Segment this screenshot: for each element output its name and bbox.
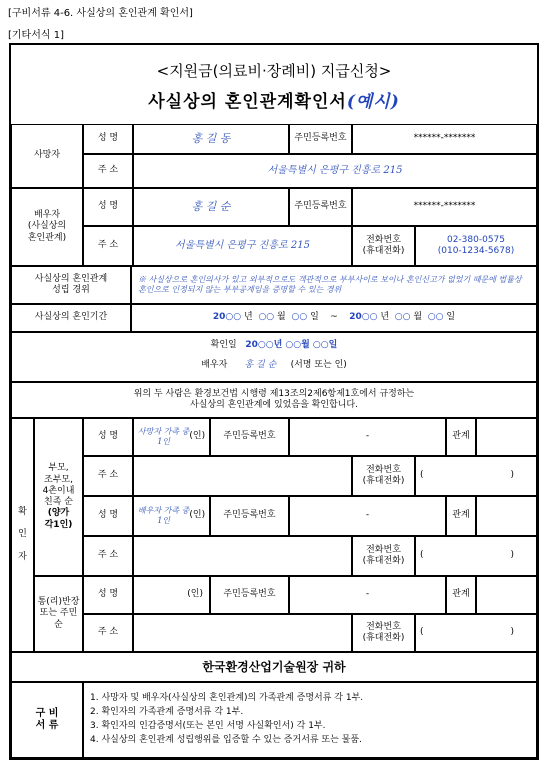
recipient: 한국환경산업기술원장 귀하: [11, 652, 537, 682]
v2-name-value[interactable]: 배우자 가족 중 1인 (인): [133, 496, 210, 536]
v2-address-label: 주 소: [83, 536, 133, 576]
v2-rrn-value[interactable]: -: [289, 496, 446, 536]
v3-phone-label: 전화번호 (휴대전화): [352, 614, 415, 652]
v3-relation-label: 관계: [446, 576, 476, 614]
relation-history-label: 사실상의 혼인관계 성립 경위: [11, 266, 131, 304]
v3-name-value[interactable]: (인): [133, 576, 210, 614]
period-end-day: ○○: [427, 312, 444, 323]
form-title: 사실상의 혼인관계확인서 (예시): [148, 92, 400, 113]
v1-name-label: 성 명: [83, 418, 133, 456]
spouse-label: 배우자 (사실상의 혼인관계): [11, 188, 83, 266]
v2-phone-value[interactable]: ( ): [415, 536, 537, 576]
period-start-day: ○○: [291, 312, 308, 323]
spouse-name-value[interactable]: 홍 길 순: [133, 188, 289, 226]
docs-list: [83, 682, 537, 758]
period-end-year: 20○○: [349, 312, 378, 323]
v2-relation-label: 관계: [446, 496, 476, 536]
docs-label: 구 비 서 류: [11, 682, 83, 758]
spouse-signature-name: 홍 길 순: [244, 360, 277, 371]
docs-item: 2. 확인자의 가족관계 증명서류 각 1부.: [90, 707, 244, 718]
spouse-address-label: 주 소: [83, 226, 133, 266]
verifier-group1-label: 부모, 조부모, 4촌이내 친족 순 (양가 각1인): [34, 418, 83, 576]
spouse-rrn-value[interactable]: ******-*******: [352, 188, 537, 226]
v1-phone-value[interactable]: ( ): [415, 456, 537, 496]
form-subtitle: <지원금(의료비·장례비) 지급신청>: [156, 61, 392, 80]
spouse-phone-value[interactable]: 02-380-0575 (010-1234-5678): [415, 226, 537, 266]
period-value[interactable]: 20○○ 년 ○○ 월 ○○ 일 ~ 20○○ 년 ○○ 월 ○○ 일: [131, 304, 537, 332]
relation-history-value[interactable]: ※ 사실상으로 혼인의사가 있고 외부적으로도 객관적으로 부부사이로 보이나 혼인신고가 없었기 때문에 법률상 혼인으로 인정되지 않는 부부공계임을 증명할 수 있는 경위: [131, 266, 537, 304]
v3-relation-value[interactable]: [476, 576, 537, 614]
deceased-name-label: 성 명: [83, 124, 133, 154]
docs-item: 3. 확인자의 인감증명서(또는 본인 서명 사실확인서) 각 1부.: [90, 721, 326, 731]
deceased-rrn-value[interactable]: ******-*******: [352, 124, 537, 154]
v1-name-value[interactable]: 사망자 가족 중 1인 (인): [133, 418, 210, 456]
deceased-address-label: 주 소: [83, 154, 133, 188]
v3-address-value[interactable]: [133, 614, 352, 652]
confirm-date: 20○○년 ○○월 ○○일: [245, 340, 338, 351]
docs-item: 4. 사실상의 혼인관계 성립행위를 입증할 수 있는 증거서류 또는 물품.: [90, 734, 362, 745]
v2-name-label: 성 명: [83, 496, 133, 536]
spouse-rrn-label: 주민등록번호: [289, 188, 352, 226]
v3-rrn-label: 주민등록번호: [210, 576, 289, 614]
form-reference: [구비서류 4-6. 사실상의 혼인관계 확인서]: [8, 8, 193, 19]
spouse-name-label: 성 명: [83, 188, 133, 226]
v1-relation-value[interactable]: [476, 418, 537, 456]
period-label: 사실상의 혼인기간: [11, 304, 131, 332]
deceased-address-value[interactable]: 서울특별시 은평구 진흥로 215: [133, 154, 537, 188]
v1-address-value[interactable]: [133, 456, 352, 496]
v1-rrn-label: 주민등록번호: [210, 418, 289, 456]
deceased-rrn-label: 주민등록번호: [289, 124, 352, 154]
v2-rrn-label: 주민등록번호: [210, 496, 289, 536]
confirmation-statement: 위의 두 사람은 환경보건법 시행령 제13조의2제6항제1호에서 규정하는 사실상의 혼인관계에 있었음을 확인합니다.: [11, 382, 537, 418]
period-start-year: 20○○: [212, 312, 242, 323]
period-start-month: ○○: [258, 312, 275, 323]
deceased-name-value[interactable]: 홍 길 동: [133, 124, 289, 154]
spouse-phone-label: 전화번호 (휴대전화): [352, 226, 415, 266]
v2-address-value[interactable]: [133, 536, 352, 576]
verifier-label: 확 인 자: [11, 418, 34, 652]
form-type: [기타서식 1]: [8, 30, 64, 41]
v1-rrn-value[interactable]: -: [289, 418, 446, 456]
period-end-month: ○○: [394, 312, 411, 323]
v3-address-label: 주 소: [83, 614, 133, 652]
verifier-group2-label: 통(리)반장 또는 주민 순: [34, 576, 83, 652]
v3-name-label: 성 명: [83, 576, 133, 614]
v1-phone-label: 전화번호 (휴대전화): [352, 456, 415, 496]
spouse-signature-row[interactable]: 배우자 홍 길 순 (서명 또는 인): [201, 360, 347, 371]
example-mark: (예시): [346, 92, 400, 113]
v2-phone-label: 전화번호 (휴대전화): [352, 536, 415, 576]
v1-address-label: 주 소: [83, 456, 133, 496]
spouse-address-value[interactable]: 서울특별시 은평구 진흥로 215: [133, 226, 352, 266]
deceased-label: 사망자: [11, 124, 83, 188]
v3-rrn-value[interactable]: -: [289, 576, 446, 614]
v1-relation-label: 관계: [446, 418, 476, 456]
v2-relation-value[interactable]: [476, 496, 537, 536]
v3-phone-value[interactable]: ( ): [415, 614, 537, 652]
confirm-date-row[interactable]: 확인일 20○○년 ○○월 ○○일: [210, 340, 338, 351]
docs-item: 1. 사망자 및 배우자(사실상의 혼인관계)의 가족관계 증명서류 각 1부.: [90, 693, 364, 704]
